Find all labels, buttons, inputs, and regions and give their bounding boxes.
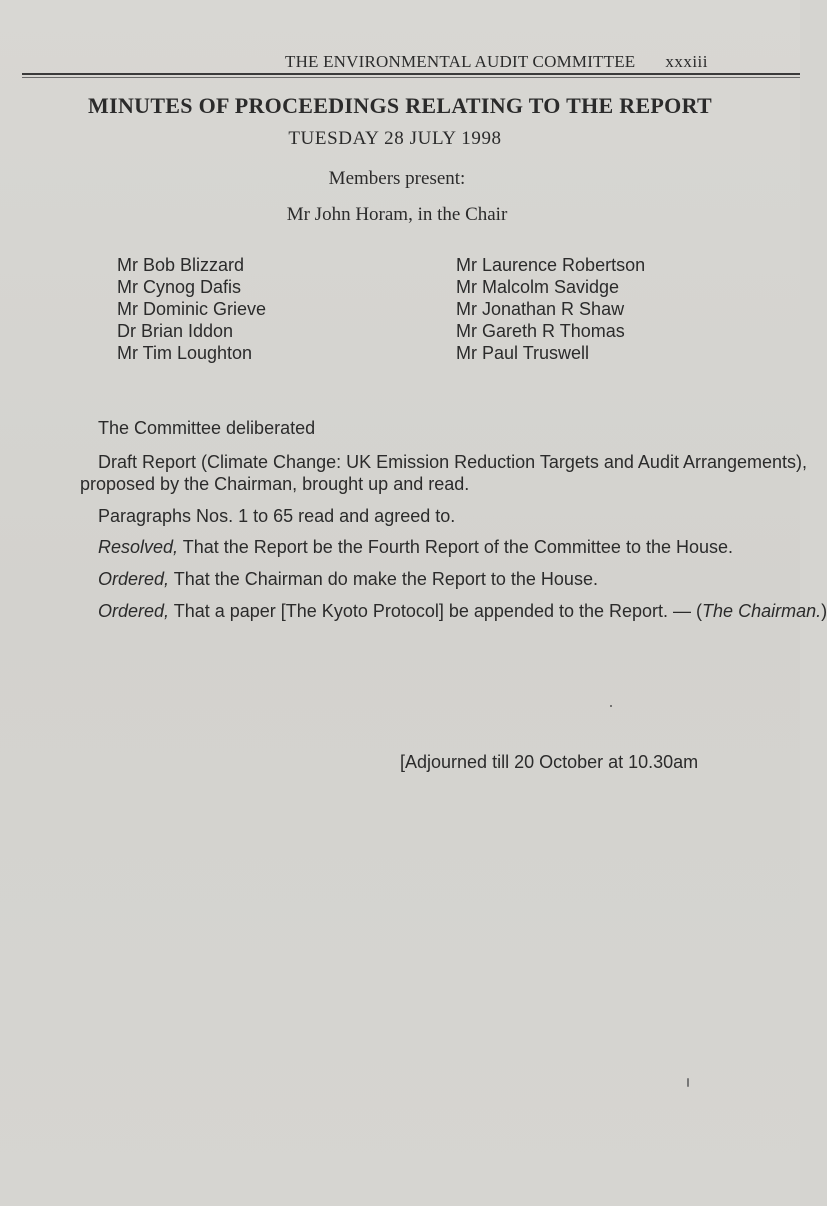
document-title: MINUTES OF PROCEEDINGS RELATING TO THE REPORT: [88, 93, 712, 118]
chair-line: Mr John Horam, in the Chair: [286, 204, 508, 225]
draft-report-line-1: Draft Report (Climate Change: UK Emission Reduction Targets and Audit Arrangements),: [98, 452, 808, 472]
member-name: Dr Brian Iddon: [117, 321, 234, 341]
meeting-date: TUESDAY 28 JULY 1998: [288, 128, 502, 149]
ordered-paragraph-1: [98, 568, 598, 590]
running-header-title: THE ENVIRONMENTAL AUDIT COMMITTEE: [285, 52, 636, 71]
paragraphs-agreed: Paragraphs Nos. 1 to 65 read and agreed to.: [98, 506, 456, 526]
member-name: Mr Gareth R Thomas: [456, 321, 625, 341]
member-name: Mr Bob Blizzard: [117, 255, 245, 275]
header-rule-secondary: [22, 77, 800, 78]
scan-speck: [610, 705, 612, 707]
adjournment-note: [Adjourned till 20 October at 10.30am: [400, 752, 699, 772]
ordered-keyword: Ordered,: [98, 569, 170, 589]
ordered-keyword: Ordered,: [98, 601, 170, 621]
ordered-text: That a paper [The Kyoto Protocol] be appended to the Report. — (: [169, 601, 703, 621]
scan-speck: [687, 1078, 689, 1087]
resolved-text: That the Report be the Fourth Report of the Committee to the House.: [178, 537, 734, 557]
member-name: Mr Tim Loughton: [117, 343, 253, 363]
header-rule: [22, 73, 800, 75]
member-name: Mr Laurence Robertson: [456, 255, 646, 275]
draft-report-line-2: proposed by the Chairman, brought up and read.: [80, 474, 470, 494]
members-list-left: [117, 254, 266, 364]
member-name: Mr Cynog Dafis: [117, 277, 242, 297]
attribution-close: ): [821, 601, 827, 621]
ordered-paragraph-2: [98, 600, 827, 622]
ordered-text: That the Chairman do make the Report to the House.: [169, 569, 598, 589]
member-name: Mr Jonathan R Shaw: [456, 299, 625, 319]
member-name: Mr Dominic Grieve: [117, 299, 267, 319]
members-present-heading: Members present:: [328, 168, 466, 189]
member-name: Mr Malcolm Savidge: [456, 277, 620, 297]
member-name: Mr Paul Truswell: [456, 343, 590, 363]
running-header: [0, 52, 800, 74]
page-number: xxxiii: [665, 52, 708, 71]
attribution: The Chairman.: [702, 601, 822, 621]
resolved-paragraph: [98, 536, 733, 558]
members-list-right: [456, 254, 645, 364]
deliberated-paragraph: The Committee deliberated: [98, 418, 316, 438]
resolved-keyword: Resolved,: [98, 537, 179, 557]
